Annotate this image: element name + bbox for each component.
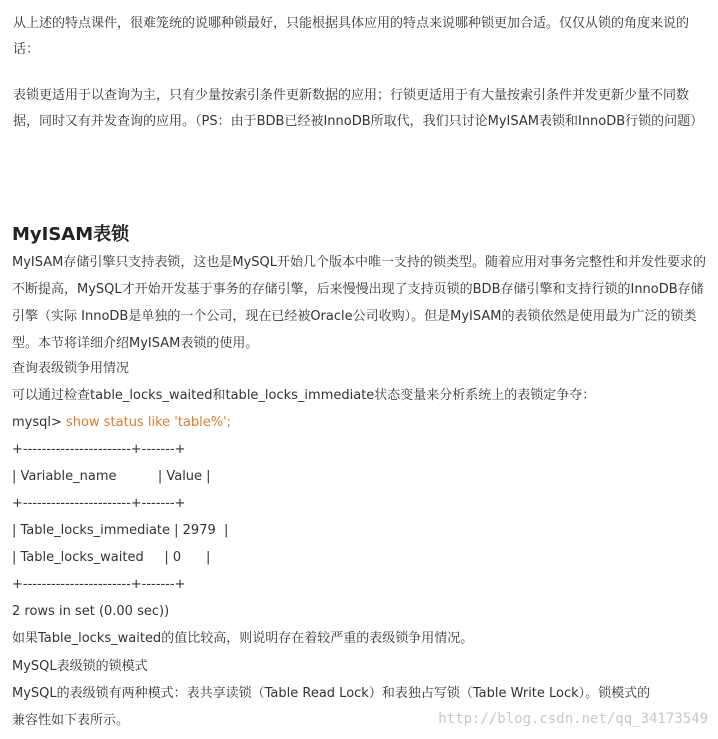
result-summary: 2 rows in set (0.00 sec)) [12,604,170,619]
section-body: MyISAM存储引擎只支持表锁，这也是MySQL开始几个版本中唯一支持的锁类型。随着应用对事务完整性和并发性要求的不断提高，MySQL才开始开发基于事务的存储引擎，后来慢慢出现了支持页锁的BDB存储引擎和支持行锁的InnoDB存储引擎（实际 InnoDB是单独的一个公司，现在已经被Oracle公司收购）。但是MyISAM的表锁依然是使用最为广泛的锁类型。本节将详细介绍MyISAM表锁的使用。 [12,255,706,351]
mode-description-line-2: 兼容性如下表所示。 [12,713,130,728]
table-header-row: | Variable_name | Value | [12,469,211,484]
section-title: MyISAM表锁 [12,224,130,245]
comparison-paragraph: 表锁更适用于以查询为主，只有少量按索引条件更新数据的应用；行锁更适用于有大量按索引条件并发更新少量不同数据，同时又有并发查询的应用。（PS：由于BDB已经被InnoDB所取代，我们只讨论MyISAM表锁和InnoDB行锁的问题） [13,88,704,129]
mysql-command-line [12,413,231,433]
mysql-command: show status like 'table%'; [66,415,232,430]
table-border-top: +-----------------------+-------+ [12,442,186,457]
table-border-bottom: +-----------------------+-------+ [12,577,186,592]
intro-paragraph: 从上述的特点课件，很难笼统的说哪种锁最好，只能根据具体应用的特点来说哪种锁更加合适。仅仅从锁的角度来说的话： [13,16,690,57]
mode-heading: MySQL表级锁的锁模式 [12,659,148,674]
mode-description-line-1: MySQL的表级锁有两种模式：表共享读锁（Table Read Lock）和表独占写锁（Table Write Lock）。锁模式的 [12,686,651,701]
mysql-prompt: mysql> [12,415,67,430]
table-border-mid: +-----------------------+-------+ [12,496,186,511]
table-row-immediate: | Table_locks_immediate | 2979 | [12,523,229,538]
query-heading: 查询表级锁争用情况 [12,361,130,376]
table-row-waited: | Table_locks_waited | 0 | [12,550,211,565]
analysis-text: 如果Table_locks_waited的值比较高，则说明存在着较严重的表级锁争用情况。 [12,631,474,646]
query-description: 可以通过检查table_locks_waited和table_locks_immediate状态变量来分析系统上的表锁定争夺： [12,388,596,403]
watermark: http://blog.csdn.net/qq_34173549 [438,711,708,727]
